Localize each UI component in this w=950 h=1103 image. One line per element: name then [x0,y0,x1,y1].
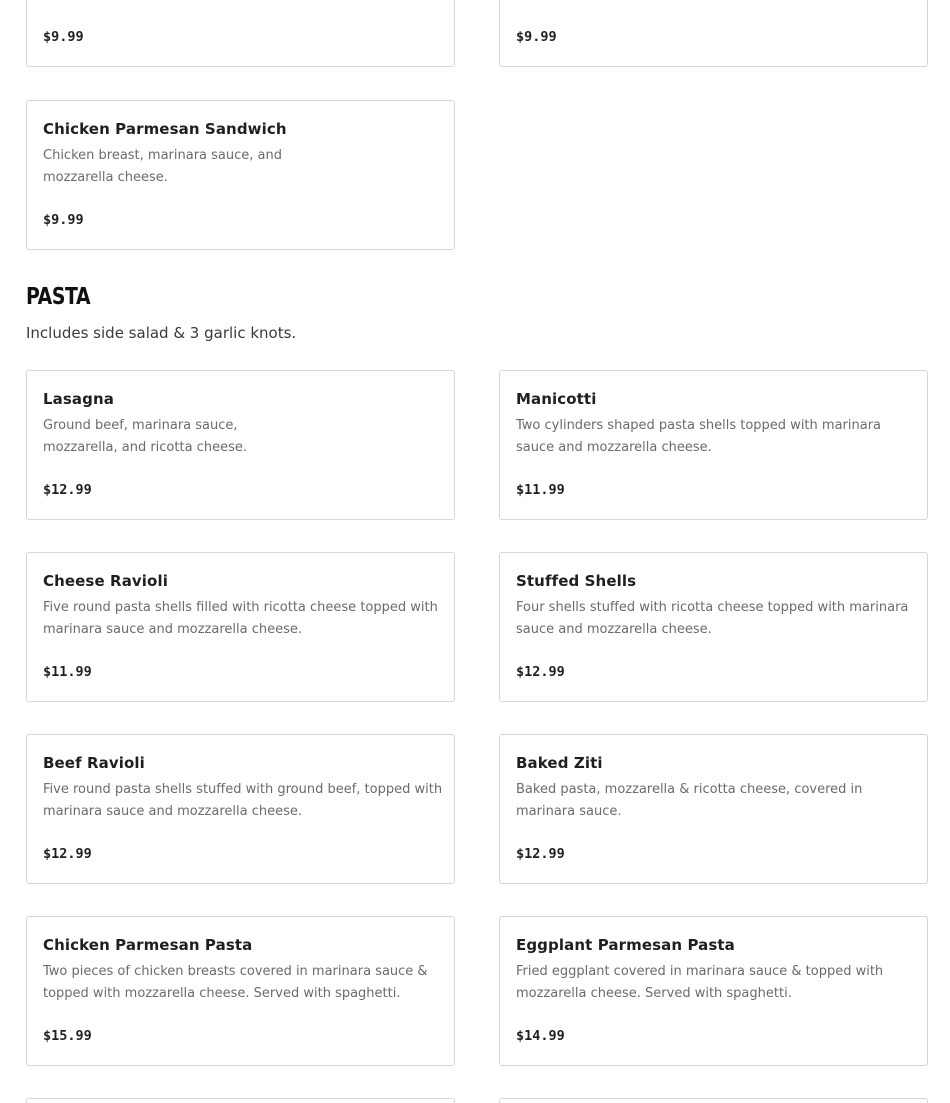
section-title: PASTA [26,284,91,310]
menu-item-description: Chicken breast, marinara sauce, and mozzarella cheese. [43,148,283,185]
menu-item-price: $12.99 [43,482,92,498]
menu-item-card[interactable] [499,0,928,67]
menu-item-description: Ground beef, marinara sauce, mozzarella, and ricotta cheese. [43,418,247,455]
menu-item-card[interactable] [26,552,455,702]
menu-item-name: Chicken Parmesan Sandwich [43,120,287,138]
menu-item-description: Five round pasta shells filled with ricotta cheese topped with marinara sauce and mozzarella cheese. [43,600,438,637]
menu-item-name: Eggplant Parmesan Pasta [516,936,735,954]
menu-item-name: Stuffed Shells [516,572,637,590]
menu-item-card[interactable] [26,734,455,884]
menu-item-card[interactable] [26,370,455,520]
menu-item-price: $15.99 [43,1028,92,1044]
section-subtitle: Includes side salad & 3 garlic knots. [26,324,297,342]
menu-item-card[interactable] [499,552,928,702]
menu-item-card[interactable] [499,1098,928,1103]
menu-item-card[interactable] [499,370,928,520]
menu-item-price: $12.99 [43,846,92,862]
menu-item-price: $14.99 [516,1028,565,1044]
menu-item-description: Two cylinders shaped pasta shells topped with marinara sauce and mozzarella cheese. [516,418,882,455]
menu-item-price: $9.99 [43,29,84,45]
menu-item-description: Four shells stuffed with ricotta cheese topped with marinara sauce and mozzarella cheese. [516,600,909,637]
menu-item-name: Manicotti [516,390,597,408]
menu-item-card[interactable] [499,734,928,884]
menu-item-card[interactable] [26,0,455,67]
menu-item-description: Baked pasta, mozzarella & ricotta cheese, covered in marinara sauce. [516,782,863,819]
menu-item-description: Two pieces of chicken breasts covered in marinara sauce & topped with mozzarella cheese. Served with spaghetti. [43,964,428,1001]
menu-item-price: $9.99 [516,29,557,45]
menu-item-card[interactable] [499,916,928,1066]
menu-item-name: Beef Ravioli [43,754,145,772]
menu-item-price: $12.99 [516,664,565,680]
menu-item-price: $11.99 [43,664,92,680]
menu-item-card[interactable] [26,916,455,1066]
menu-item-description: Fried eggplant covered in marinara sauce & topped with mozzarella cheese. Served with spaghetti. [516,964,884,1001]
menu-item-card[interactable] [26,100,455,250]
menu-item-name: Baked Ziti [516,754,603,772]
menu-item-price: $12.99 [516,846,565,862]
menu-item-name: Cheese Ravioli [43,572,168,590]
menu-item-name: Chicken Parmesan Pasta [43,936,253,954]
menu-item-card[interactable] [26,1098,455,1103]
menu-item-description: Five round pasta shells stuffed with ground beef, topped with marinara sauce and mozzarella cheese. [43,782,443,819]
menu-item-price: $11.99 [516,482,565,498]
menu-item-name: Lasagna [43,390,114,408]
menu-item-price: $9.99 [43,212,84,228]
